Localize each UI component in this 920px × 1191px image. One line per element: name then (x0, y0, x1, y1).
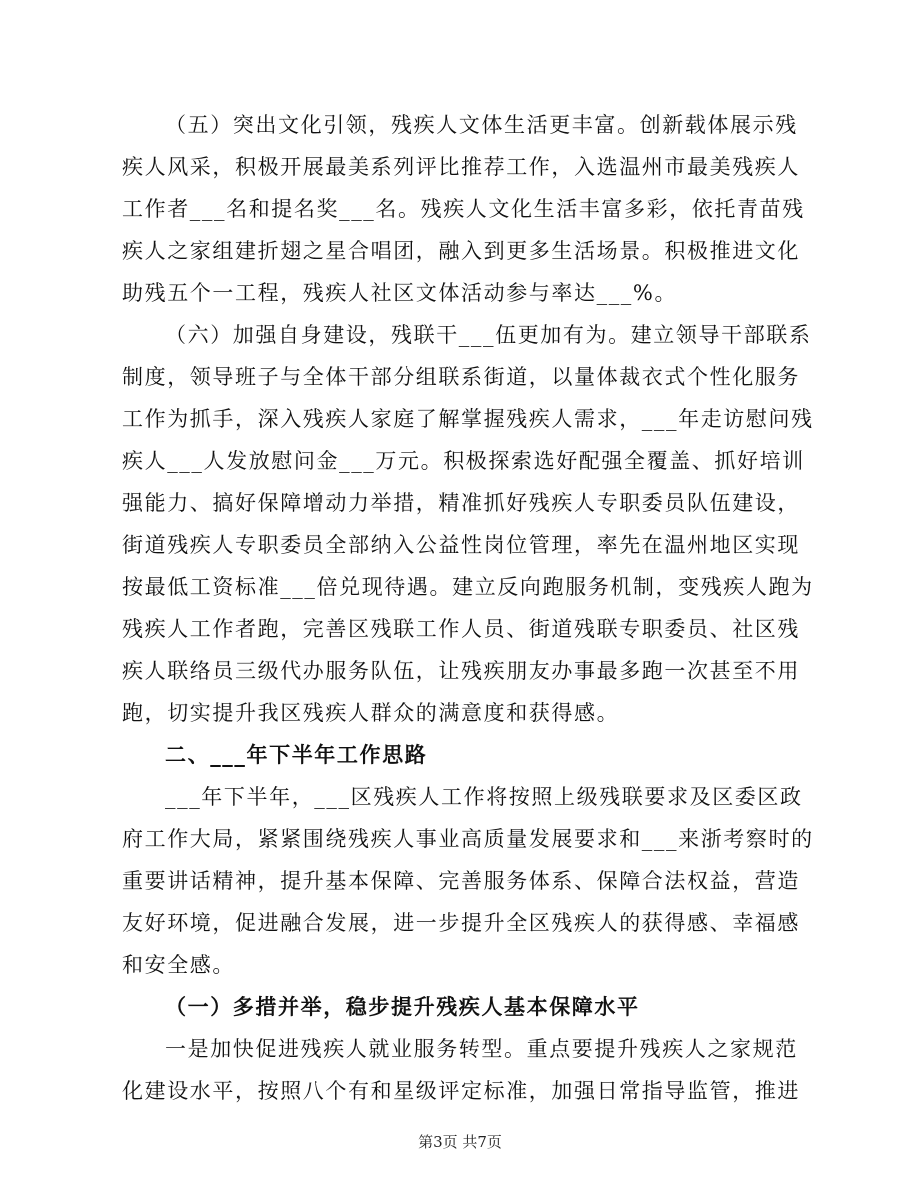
paragraph-line: （六）加强自身建设，残联干___伍更加有为。建立领导干部联系 (165, 323, 812, 347)
paragraph-line: 街道残疾人专职委员全部纳入公益性岗位管理，率先在温州地区实现 (122, 533, 800, 557)
paragraph-line: 和安全感。 (122, 953, 235, 977)
paragraph-line: 制度，领导班子与全体干部分组联系街道，以量体裁衣式个性化服务 (122, 365, 800, 389)
paragraph-line: 化建设水平，按照八个有和星级评定标准，加强日常指导监管，推进 (122, 1079, 800, 1103)
paragraph-line: （五）突出文化引领，残疾人文体生活更丰富。创新载体展示残 (165, 113, 798, 137)
paragraph-line: 疾人之家组建折翅之星合唱团，融入到更多生活场景。积极推进文化 (122, 239, 800, 263)
paragraph-line: 跑，切实提升我区残疾人群众的满意度和获得感。 (122, 701, 620, 725)
paragraph-line: 重要讲话精神，提升基本保障、完善服务体系、保障合法权益，营造 (122, 869, 800, 893)
paragraph-line: 助残五个一工程，残疾人社区文体活动参与率达___%。 (122, 281, 678, 305)
paragraph-line: 疾人___人发放慰问金___万元。积极探索选好配强全覆盖、抓好培训 (122, 449, 805, 473)
paragraph-line: 疾人风采，积极开展最美系列评比推荐工作，入选温州市最美残疾人 (122, 155, 800, 179)
paragraph-line: 府工作大局，紧紧围绕残疾人事业高质量发展要求和___来浙考察时的 (122, 827, 814, 851)
paragraph-line: 疾人联络员三级代办服务队伍，让残疾朋友办事最多跑一次甚至不用 (122, 659, 800, 683)
paragraph-line: 残疾人工作者跑，完善区残联工作人员、街道残联专职委员、社区残 (122, 617, 800, 641)
paragraph-line: 工作为抓手，深入残疾人家庭了解掌握残疾人需求，___年走访慰问残 (122, 407, 814, 431)
paragraph-line: 一是加快促进残疾人就业服务转型。重点要提升残疾人之家规范 (165, 1037, 798, 1061)
paragraph-line: 工作者___名和提名奖___名。残疾人文化生活丰富多彩，依托青苗残 (122, 197, 805, 221)
subsection-heading: （一）多措并举，稳步提升残疾人基本保障水平 (165, 994, 640, 1019)
paragraph-line: ___年下半年，___区残疾人工作将按照上级残联要求及区委区政 (165, 785, 803, 809)
page-indicator: 第3页 共7页 (418, 1133, 502, 1151)
paragraph-line: 按最低工资标准___倍兑现待遇。建立反向跑服务机制，变残疾人跑为 (122, 575, 814, 599)
paragraph-line: 友好环境，促进融合发展，进一步提升全区残疾人的获得感、幸福感 (122, 911, 800, 935)
section-heading: 二、___年下半年工作思路 (165, 742, 428, 767)
paragraph-line: 强能力、搞好保障增动力举措，精准抓好残疾人专职委员队伍建设， (122, 491, 800, 515)
